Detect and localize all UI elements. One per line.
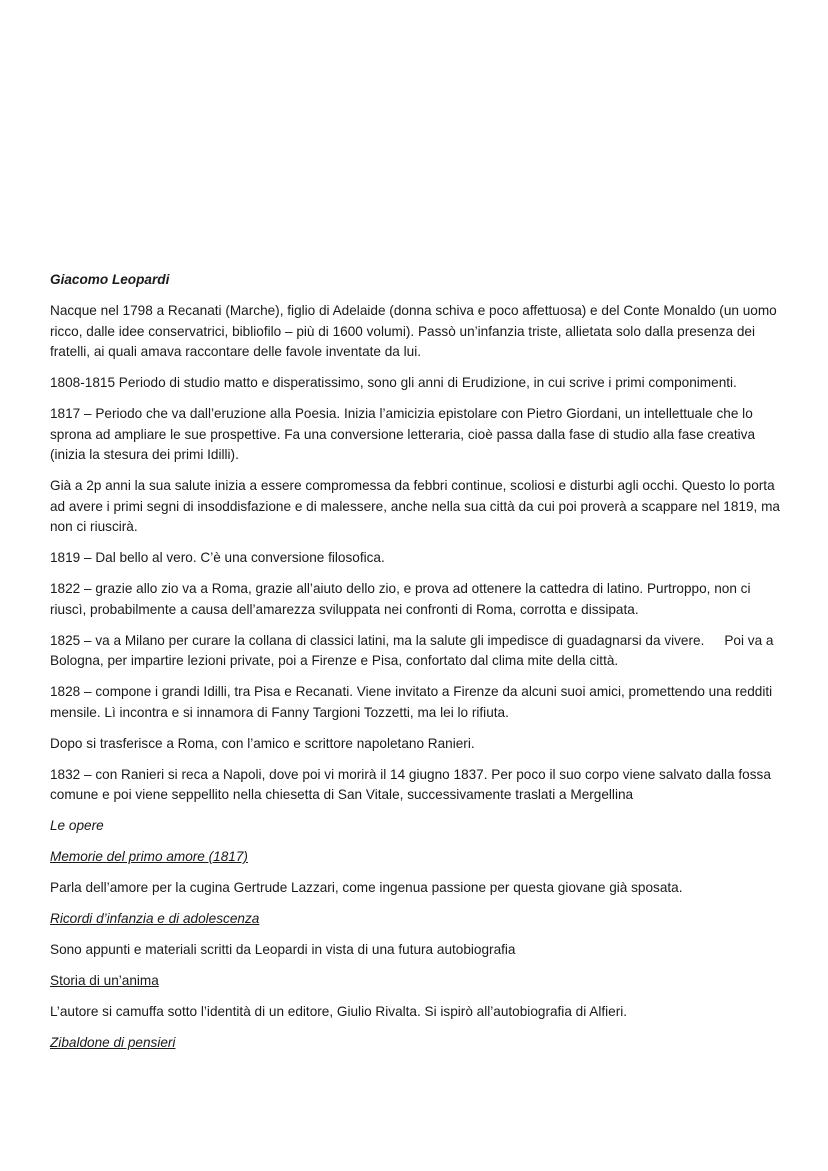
work-description-memorie: Parla dell’amore per la cugina Gertrude Lazzari, come ingenua passione per questa giovane già sposata. <box>50 880 683 895</box>
paragraph-health: Già a 2p anni la sua salute inizia a essere compromessa da febbri continue, scoliosi e disturbi agli occhi. Questo lo porta ad avere i primi segni di insoddisfazione e di malessere, anche nella sua città da cui poi proverà a scappare nel 1819, ma non ci riuscirà. <box>50 478 780 534</box>
work-title-storia: Storia di un’anima <box>50 973 159 988</box>
paragraph-1808-1815: 1808-1815 Periodo di studio matto e disperatissimo, sono gli anni di Erudizione, in cui scrive i primi componimenti. <box>50 375 737 390</box>
document-page <box>50 270 780 1064</box>
paragraph-biography-intro: Nacque nel 1798 a Recanati (Marche), figlio di Adelaide (donna schiva e poco affettuosa) e del Conte Monaldo (un uomo ricco, dalle idee conservatrici, bibliofilo – più di 1600 volumi). Passò un’infanzia triste, allietata solo dalla presenza dei fratelli, ai quali amava raccontare delle favole inventate da lui. <box>50 303 777 359</box>
paragraph-1828: 1828 – compone i grandi Idilli, tra Pisa e Recanati. Viene invitato a Firenze da alcuni suoi amici, promettendo una redditi mensile. Lì incontra e si innamora di Fanny Targioni Tozzetti, ma lei lo rifiuta. <box>50 684 773 720</box>
paragraph-1832: 1832 – con Ranieri si reca a Napoli, dove poi vi morirà il 14 giugno 1837. Per poco il suo corpo viene salvato dalla fossa comune e poi viene seppellito nella chiesetta di San Vitale, successivamente traslati a Mergellina <box>50 766 771 802</box>
paragraph-1817: 1817 – Periodo che va dall’eruzione alla Poesia. Inizia l’amicizia epistolare con Pietro Giordani, un intellettuale che lo sprona ad ampliare le sue prospettive. Fa una conversione letteraria, cioè passa dalla fase di studio alla fase creativa (inizia la stesura dei primi Idilli). <box>50 406 756 462</box>
document-title: Giacomo Leopardi <box>50 272 170 287</box>
work-description-ricordi: Sono appunti e materiali scritti da Leopardi in vista di una futura autobiografia <box>50 942 516 957</box>
paragraph-1825 <box>50 631 780 672</box>
paragraph-roma: Dopo si trasferisce a Roma, con l’amico e scrittore napoletano Ranieri. <box>50 735 475 751</box>
work-title-ricordi: Ricordi d’infanzia e di adolescenza <box>50 911 260 926</box>
paragraph-1819: 1819 – Dal bello al vero. C’è una conversione filosofica. <box>50 550 385 565</box>
work-description-storia: L’autore si camuffa sotto l’identità di un editore, Giulio Rivalta. Si ispirò all’autobiografia di Alfieri. <box>50 1004 628 1019</box>
work-title-memorie: Memorie del primo amore (1817) <box>50 849 248 864</box>
works-section-label: Le opere <box>50 818 104 833</box>
work-title-zibaldone: Zibaldone di pensieri <box>50 1035 176 1050</box>
paragraph-1822: 1822 – grazie allo zio va a Roma, grazie all’aiuto dello zio, e prova ad ottenere la cattedra di latino. Purtroppo, non ci riuscì, probabilmente a causa dell’amarezza sviluppata nei confronti di Roma, corrotta e dissipata. <box>50 581 751 617</box>
paragraph-1825-part-a: 1825 – va a Milano per curare la collana di classici latini, ma la salute gli impedisce di guadagnarsi da vivere. <box>50 632 705 648</box>
paragraph-1825-part-b: Poi va a Bologna, per impartire lezioni private, poi a Firenze e Pisa, confortato dal clima mite della città. <box>50 632 774 668</box>
